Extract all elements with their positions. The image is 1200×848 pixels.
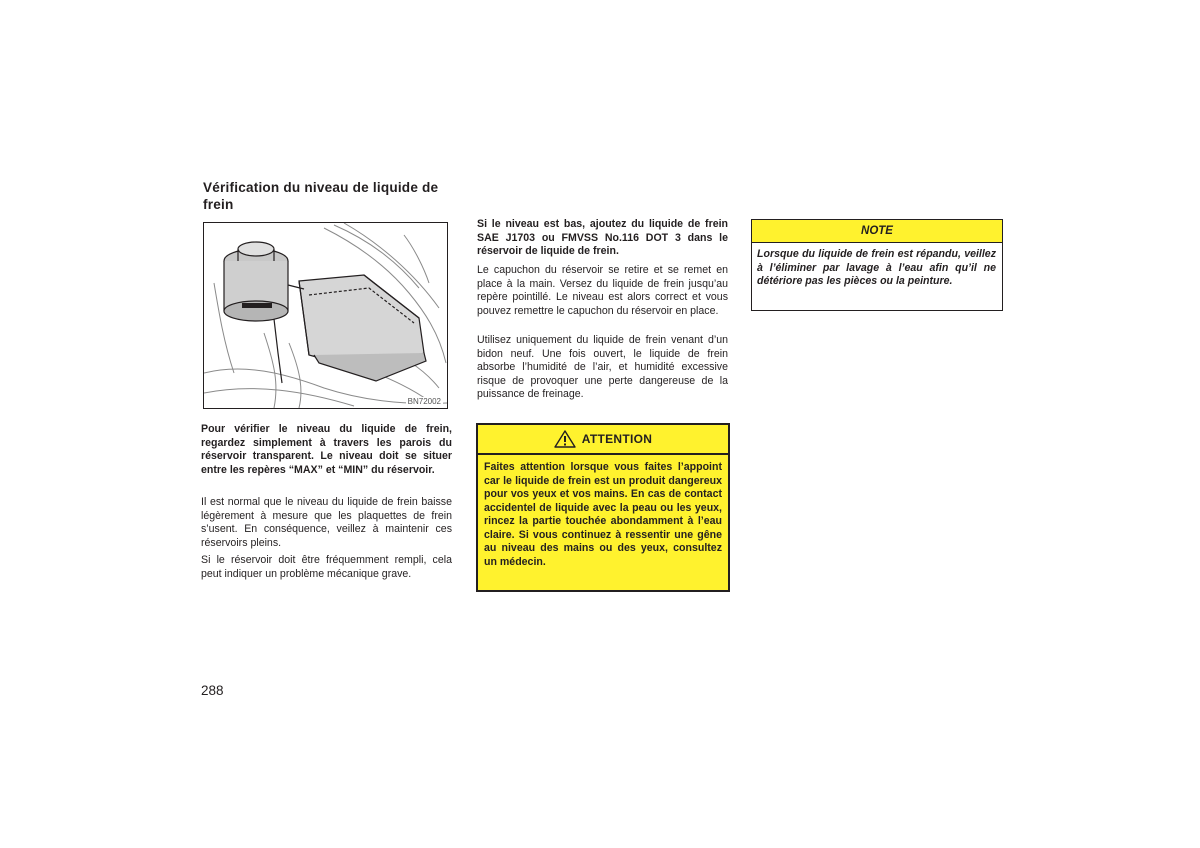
brake-fluid-reservoir-illustration (204, 223, 447, 408)
column1-paragraph-2: Si le réservoir doit être fréquemment rempli, cela peut indiquer un problème mécanique grave. (201, 554, 452, 580)
warning-triangle-icon (554, 430, 576, 448)
note-text: Lorsque du liquide de frein est répandu, veillez à l’éliminer par lavage à l’eau afin qu’il ne détériore pas les pièces ou la peinture. (757, 248, 996, 288)
column2-intro: Si le niveau est bas, ajoutez du liquide de frein SAE J1703 ou FMVSS No.116 DOT 3 dans le réservoir de liquide de frein. (477, 218, 728, 257)
column2-paragraph-1: Le capuchon du réservoir se retire et se remet en place à la main. Versez du liquide de frein jusqu’au repère pointillé. Le niveau est alors correct et vous pouvez remettre le capuchon du réservoir en place. (477, 264, 728, 317)
attention-box (476, 423, 730, 592)
figure-code: BN72002 (407, 397, 441, 406)
attention-header (478, 425, 728, 455)
attention-text: Faites attention lorsque vous faites l’appoint car le liquide de frein est un produit dangereux pour vos yeux et vos mains. En cas de contact accidentel de liquide avec la peau ou les yeux, rincez la partie touchée abondamment à l’eau claire. Si vous continuez à ressentir une gêne au niveau des mains ou des yeux, consultez un médecin. (484, 461, 722, 568)
brake-fluid-reservoir-figure (203, 222, 448, 409)
column2-paragraph-2: Utilisez uniquement du liquide de frein venant d’un bidon neuf. Une fois ouvert, le liquide de frein absorbe l’humidité de l’air, et humidité excessive risque de provoquer une perte dangereuse de la puissance de freinage. (477, 334, 728, 400)
column1-paragraph-1: Il est normal que le niveau du liquide de frein baisse légèrement à mesure que les plaquettes de frein s’usent. En conséquence, veillez à maintenir ces réservoirs pleins. (201, 496, 452, 549)
column1-intro: Pour vérifier le niveau du liquide de frein, regardez simplement à travers les parois du réservoir transparent. Le niveau doit se situer entre les repères “MAX” et “MIN” du réservoir. (201, 423, 452, 476)
note-title: NOTE (752, 220, 1002, 243)
note-box (751, 219, 1003, 311)
section-title: Vérification du niveau de liquide de frein (203, 180, 439, 212)
attention-title: ATTENTION (581, 432, 653, 446)
page-number: 288 (201, 683, 224, 698)
